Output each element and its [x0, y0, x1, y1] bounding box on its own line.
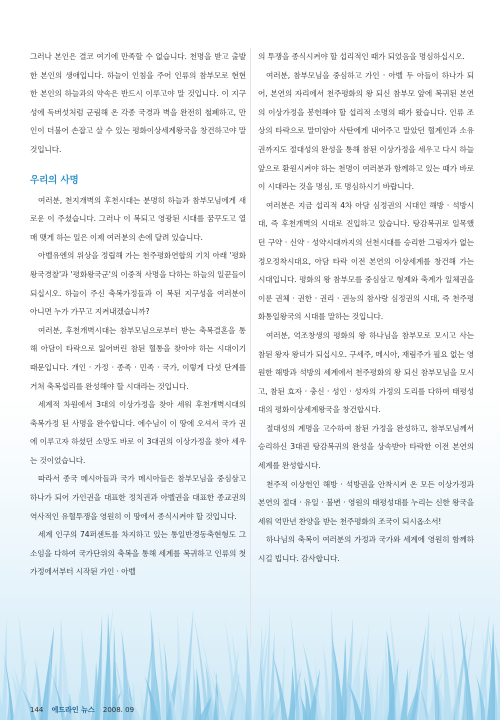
body-paragraph: 하나님의 축복이 여러분의 가정과 국가와 세계에 영원히 함께하시길 빕니다. 감사합니다. — [258, 535, 474, 564]
body-paragraph: 절대성의 계명을 고수하여 참된 가정을 완성하고, 참부모님께서 승리하신 3대권 탕감복귀의 완성을 상속받아 타락한 이전 본연의 세계를 완성합시다. — [258, 423, 474, 471]
column-divider — [250, 48, 251, 648]
left-column — [30, 48, 246, 582]
body-paragraph: 세계적 차원에서 3대의 이상가정을 찾아 세워 후천개벽시대의 축복가정 된 사명을 완수합니다. 에수님이 이 땅에 오셔서 국가 권에 이루고자 하셨던 소망도 바로 이 3대권의 이상가정을 찾아 세우는 것이었습니다. — [30, 400, 246, 465]
grass-blade — [323, 642, 331, 720]
intro-paragraph: 그러나 본인은 결코 여기에 만족할 수 없습니다. 천명을 받고 출발한 본인의 생애입니다. 하늘이 인침을 주어 인류의 참부모로 현현한 본인의 하늘과의 약속은 반드시 이루고야 말 것입니다. 이 지구성에 독버섯처럼 군림해 온 각종 국경과 벽을 완전히 철폐하고, 만인이 더불어 손잡고 살 수 있는 평화이상세계왕국을 창건하고야 말 것입니다. — [30, 52, 246, 154]
grass-blade — [1, 616, 7, 720]
magazine-title: 에드라인 뉴스 — [51, 706, 95, 714]
page-footer — [30, 705, 140, 715]
grass-blade — [245, 624, 252, 720]
grass-blade — [103, 613, 111, 720]
grass-blade — [195, 668, 201, 720]
body-paragraph: 세계 인구의 74퍼센트를 차지하고 있는 통일반경동축현형도 그 소임을 다하여 국가단위의 축복을 통해 세계를 복귀하고 인류의 첫 가정에서부터 시작된 가인 · 아벨 — [30, 530, 246, 577]
section-heading: 우리의 사명 — [30, 174, 79, 186]
body-paragraph: 여러분, 억조창생의 평화의 왕 하나님을 참부모로 모시고 사는 참된 왕자 왕녀가 되십시오. 구세주, 메시아, 재림주가 필요 없는 영원한 해방과 석방의 세계에서 천주평화의 왕 되신 참부모님을 모시고, 참된 효자 · 충신 · 성인 · 성자의 가정의 도리를 다하여 태평성대의 평화이상세계왕국을 창건합시다. — [258, 330, 474, 415]
body-paragraph: 여러분은 지금 섭리적 4차 아담 심정권의 시대인 해방 · 석방시대, 즉 후천개벽의 시대로 진입하고 있습니다. 탕감복귀로 일목했던 구약 · 신약 · 성약시대까지의 선천시대를 승리한 그림자가 없는 정오정착시대요, 아담 타락 이전 본연의 이상세계를 창건해 가는 시대입니다. 평화의 왕 참부모를 중심삼고 형제와 축계가 일체권을 이룬 권체 · 권한 · 권리 · 권능의 참사랑 심정권의 시대, 즉 천주평화통일왕국의 시대를 말하는 것입니다. — [258, 200, 474, 322]
body-paragraph: 의 투쟁을 종식시켜야 할 섭리적인 때가 되었음을 명심하십시오. — [258, 52, 465, 61]
body-paragraph: 여러분, 천지개벽의 후천시대는 분명히 하늘과 참부모님에게 새로운 이 주셨습니다. 그러나 이 복되고 영광된 시대를 꿈꾸도고 열매 맺게 하는 일은 이제 여러분의 손에 달려 있습니다. — [30, 195, 246, 242]
grass-decoration — [0, 600, 500, 720]
body-paragraph: 아벨유엔의 위상을 정립해 가는 천주평화연합의 기치 아래 '평화왕국경찰'과 '평화왕국군'의 이중적 사명을 다하는 하늘의 일꾼들이 되십시오. 하늘이 주신 축복가정들과 이 복된 지구성을 여러분이 아니면 누가 가꾸고 지켜내겠습니까? — [30, 251, 246, 317]
body-paragraph: 천주적 이상헌인 해방 · 석방권을 안착시켜 온 모든 이상가정과 본연의 절대 · 유일 · 불변 · 영원의 태평성대를 누리는 신한 왕국을 세워 억만년 찬양을 받는 천주평화의 조국이 되시옵소서! — [258, 479, 474, 526]
grass-blade — [289, 666, 296, 720]
page-number: 144 — [30, 706, 44, 714]
body-paragraph: 여러분, 참부모님을 중심하고 가인 · 아벨 두 아들이 하나가 되어, 본연의 자리에서 천주평화의 왕 되신 참부모 앞에 복귀된 본연의 이상가정을 봉헌해야 할 섭리적 소명의 때가 왔습니다. 인류 조상의 타락으로 말미암아 사탄에게 내어주고 말았던 혈계인과 소유권까지도 절대성의 완성을 통해 참된 이상가정을 세우고 다시 하늘 앞으로 환원시켜야 하는 천명이 여러분과 함께하고 있는 때가 바로 이 시대라는 것을 명심, 또 명심하시기 바랍니다. — [258, 70, 474, 192]
body-paragraph: 따라서 종국 메시아들과 국가 메시아들은 참부모님을 중심삼고 하나가 되어 가인권을 대표한 정치권과 아벨권을 대표한 종교권의 역사적인 유혈투쟁을 영원히 이 땅에서 종식시켜야 할 것입니다. — [30, 474, 246, 521]
grass-blade — [182, 607, 194, 720]
right-column — [258, 48, 474, 569]
body-paragraph: 여러분, 후천개벽시대는 참부모님으로부터 받는 축복결혼을 통해 아담이 타락으로 잃어버린 참된 혈통을 찾아야 하는 시대이기 때문입니다. 개인 · 가정 · 종족 · 민족 · 국가, 이렇게 다섯 단계를 거쳐 축복섭리를 완성해야 할 시대라는 것입니다. — [30, 325, 246, 391]
issue-date: 2008. 09 — [102, 706, 135, 714]
